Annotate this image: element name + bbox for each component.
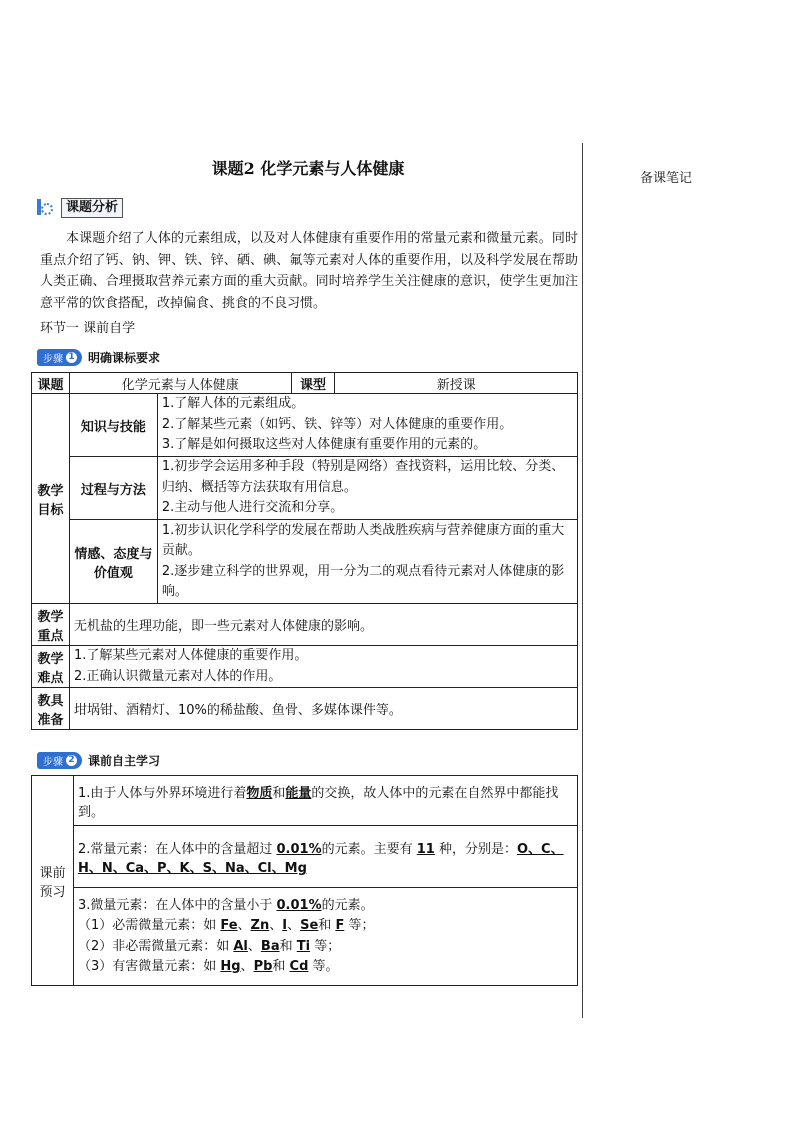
key-cell: 无机盐的生理功能，即一些元素对人体健康的影响。 — [69, 604, 577, 646]
key-label: 教学重点 — [32, 604, 70, 646]
header-topic: 课题 — [32, 373, 70, 394]
notes-column-title: 备课笔记 — [640, 171, 693, 186]
step-badge: 步骤 1 — [37, 349, 82, 366]
section-header — [35, 198, 123, 218]
page-title: 课题2 化学元素与人体健康 — [211, 159, 405, 178]
preview-table — [31, 775, 578, 986]
type-value: 新授课 — [335, 373, 578, 394]
section-label: 课题分析 — [61, 198, 123, 218]
difficulty-label: 教学难点 — [32, 646, 70, 688]
emotion-label: 情感、态度与价值观 — [69, 520, 157, 604]
column-divider — [582, 143, 583, 1018]
question-1: 1.由于人体与外界环境进行着物质和能量的交换，故人体中的元素在自然界中都能找到。 — [73, 776, 577, 826]
difficulty-cell: 1.了解某些元素对人体健康的重要作用。 2.正确认识微量元素对人体的作用。 — [69, 646, 577, 688]
knowledge-label: 知识与技能 — [69, 394, 157, 457]
curriculum-table — [31, 372, 578, 730]
topic-value: 化学元素与人体健康 — [69, 373, 291, 394]
preview-label: 课前预习 — [32, 776, 74, 986]
step-2-header — [37, 752, 160, 769]
question-3: 3.微量元素：在人体中的含量小于 0.01%的元素。 （1）必需微量元素：如 Fe、Zn、I、Se和 F 等； （2）非必需微量元素：如 Al、Ba和 Ti 等； （3）有害微量元素：如 Hg、Pb和 Cd 等。 — [73, 888, 577, 986]
goals-label: 教学目标 — [32, 394, 70, 604]
book-gear-icon — [35, 199, 61, 217]
tools-label: 教具准备 — [32, 688, 70, 730]
knowledge-cell: 1.了解人体的元素组成。 2.了解某些元素（如钙、铁、锌等）对人体健康的重要作用。 3.了解是如何摄取这些对人体健康有重要作用的元素的。 — [157, 394, 577, 457]
step-label: 课前自主学习 — [88, 754, 161, 768]
question-2: 2.常量元素：在人体中的含量超过 0.01%的元素。主要有 11 种，分别是：O、C、H、N、Ca、P、K、S、Na、Cl、Mg — [73, 826, 577, 888]
process-label: 过程与方法 — [69, 457, 157, 520]
process-cell: 1.初步学会运用多种手段（特别是网络）查找资料，运用比较、分类、归纳、概括等方法获取有用信息。 2.主动与他人进行交流和分享。 — [157, 457, 577, 520]
tools-cell: 坩埚钳、酒精灯、10%的稀盐酸、鱼骨、多媒体课件等。 — [69, 688, 577, 730]
header-type: 课型 — [291, 373, 335, 394]
step-badge: 步骤 2 — [37, 752, 82, 769]
step-1-header — [37, 349, 160, 366]
step-label: 明确课标要求 — [88, 351, 161, 365]
emotion-cell: 1.初步认识化学科学的发展在帮助人类战胜疾病与营养健康方面的重大贡献。 2.逐步建立科学的世界观，用一分为二的观点看待元素对人体健康的影响。 — [157, 520, 577, 604]
intro-paragraph: 本课题介绍了人体的元素组成，以及对人体健康有重要作用的常量元素和微量元素。同时重点介绍了钙、钠、钾、铁、锌、硒、碘、氟等元素对人体的重要作用，以及科学发展在帮助人类正确、合理摄取营养元素方面的重大贡献。同时培养学生关注健康的意识，使学生更加注意平常的饮食搭配，改掉偏食、挑食的不良习惯。 — [40, 231, 578, 311]
link-title: 环节一 课前自学 — [40, 321, 136, 336]
